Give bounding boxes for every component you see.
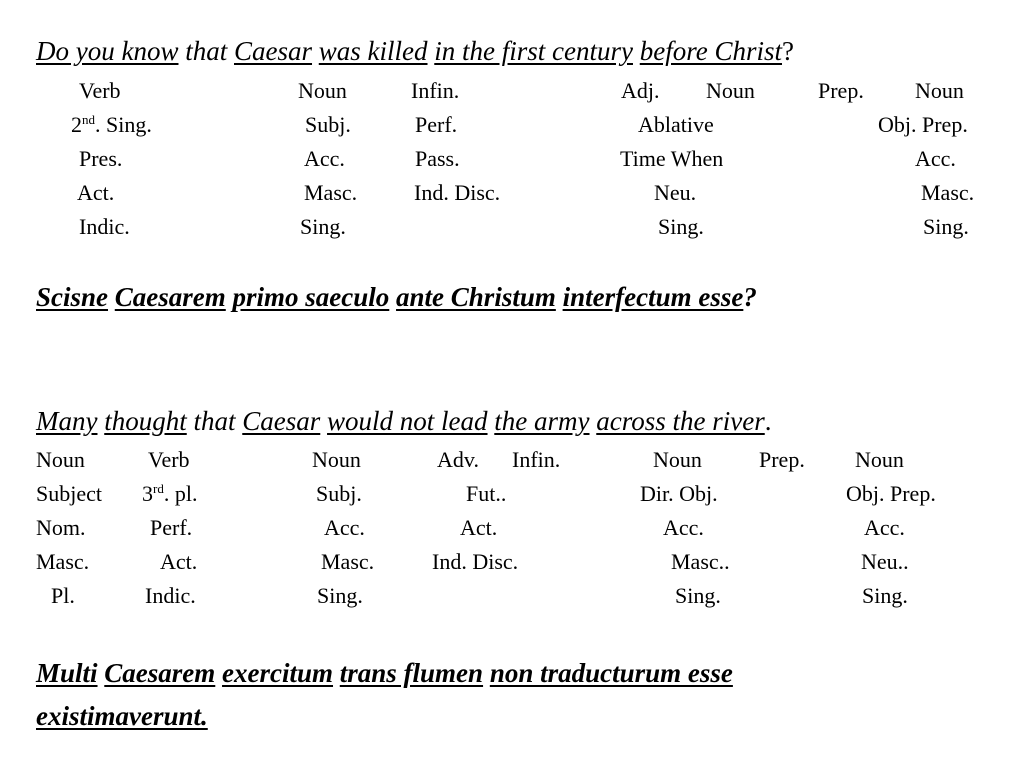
grammar-label: Infin. — [411, 78, 460, 103]
grammar-label: Acc. — [324, 515, 365, 540]
grammar-label: Masc. — [36, 549, 90, 574]
grammar-label-number: 2 — [71, 112, 82, 137]
grammar-label: Pl. — [51, 583, 75, 608]
grammar-label: Acc. — [663, 515, 704, 540]
latin-phrase: primo saeculo — [232, 282, 390, 312]
english-sentence-1 — [36, 38, 794, 65]
grammar-label: Subj. — [316, 481, 362, 506]
grammar-label: Indic. — [145, 583, 196, 608]
english-connector: that — [178, 36, 234, 66]
grammar-label: Ablative — [638, 112, 714, 137]
grammar-label: Subj. — [305, 112, 351, 137]
english-phrase: Many — [36, 406, 98, 436]
latin-punctuation: ? — [743, 282, 757, 312]
english-phrase: before Christ — [639, 36, 782, 66]
grammar-label — [71, 114, 152, 136]
grammar-label: Noun — [36, 447, 85, 472]
latin-phrase: interfectum esse — [562, 282, 744, 312]
grammar-label: Obj. Prep. — [878, 112, 968, 137]
latin-phrase: ante Christum — [396, 282, 556, 312]
grammar-label: Masc. — [921, 180, 975, 205]
grammar-label: Adj. — [621, 78, 660, 103]
latin-phrase: non traducturum esse — [489, 658, 733, 688]
grammar-label: Sing. — [862, 583, 908, 608]
latin-sentence-2 — [36, 660, 733, 687]
english-phrase: would not lead — [327, 406, 488, 436]
grammar-label: Noun — [653, 447, 702, 472]
english-connector: that — [186, 406, 243, 436]
grammar-label-number: 3 — [142, 481, 153, 506]
grammar-label — [142, 483, 197, 505]
grammar-label: Noun — [312, 447, 361, 472]
grammar-label: Ind. Disc. — [414, 180, 501, 205]
grammar-label: Neu. — [654, 180, 697, 205]
english-phrase: Caesar — [242, 406, 321, 436]
grammar-label: Subject — [36, 481, 102, 506]
english-phrase: Caesar — [234, 36, 313, 66]
grammar-label: Perf. — [150, 515, 193, 540]
english-phrase: thought — [104, 406, 187, 436]
grammar-label: Infin. — [512, 447, 561, 472]
grammar-label: Masc. — [321, 549, 375, 574]
english-punctuation: . — [764, 406, 772, 436]
grammar-label: Acc. — [864, 515, 905, 540]
grammar-label: Prep. — [818, 78, 864, 103]
grammar-label-ordinal: nd — [82, 112, 95, 127]
grammar-label: Noun — [298, 78, 347, 103]
grammar-label: Act. — [160, 549, 198, 574]
grammar-label: Sing. — [300, 214, 346, 239]
grammar-label: Neu.. — [861, 549, 909, 574]
latin-phrase: exercitum — [222, 658, 334, 688]
grammar-label: Pres. — [79, 146, 123, 171]
grammar-label: Noun — [855, 447, 904, 472]
grammar-label: Verb — [79, 78, 121, 103]
english-phrase: was killed — [318, 36, 428, 66]
grammar-label: Masc.. — [671, 549, 730, 574]
latin-phrase: trans flumen — [339, 658, 484, 688]
english-sentence-2 — [36, 408, 772, 435]
latin-phrase: existimaverunt. — [36, 701, 208, 731]
english-phrase: the army — [494, 406, 590, 436]
grammar-label: Sing. — [675, 583, 721, 608]
latin-phrase: Caesarem — [104, 658, 216, 688]
grammar-label: Act. — [460, 515, 498, 540]
grammar-label: Acc. — [915, 146, 956, 171]
grammar-label: Act. — [77, 180, 115, 205]
grammar-label: Time When — [620, 146, 724, 171]
english-punctuation: ? — [782, 36, 794, 66]
latin-phrase: Scisne — [36, 282, 109, 312]
english-phrase: Do you know — [36, 36, 179, 66]
english-phrase: in the first century — [434, 36, 633, 66]
latin-phrase: Caesarem — [114, 282, 226, 312]
english-phrase: across the river — [596, 406, 765, 436]
grammar-label: Obj. Prep. — [846, 481, 936, 506]
grammar-label: Noun — [915, 78, 964, 103]
latin-sentence-2-continued — [36, 703, 208, 730]
grammar-label: Verb — [148, 447, 190, 472]
grammar-label: Prep. — [759, 447, 805, 472]
english-connector — [312, 36, 319, 66]
grammar-label: Noun — [706, 78, 755, 103]
grammar-label: Acc. — [304, 146, 345, 171]
grammar-label: Adv. — [437, 447, 479, 472]
grammar-label: Pass. — [415, 146, 460, 171]
grammar-label: Indic. — [79, 214, 130, 239]
latin-phrase: Multi — [36, 658, 98, 688]
grammar-label: Nom. — [36, 515, 86, 540]
grammar-label: Sing. — [317, 583, 363, 608]
grammar-label: Fut.. — [466, 481, 507, 506]
grammar-label: Perf. — [415, 112, 458, 137]
grammar-label-text: . pl. — [163, 481, 198, 506]
grammar-label: Ind. Disc. — [432, 549, 519, 574]
english-connector — [633, 36, 640, 66]
grammar-label: Sing. — [923, 214, 969, 239]
latin-sentence-1 — [36, 284, 757, 311]
grammar-label-text: . Sing. — [95, 112, 152, 137]
grammar-label: Sing. — [658, 214, 704, 239]
grammar-label: Dir. Obj. — [640, 481, 718, 506]
grammar-label: Masc. — [304, 180, 358, 205]
grammar-label-ordinal: rd — [153, 481, 164, 496]
